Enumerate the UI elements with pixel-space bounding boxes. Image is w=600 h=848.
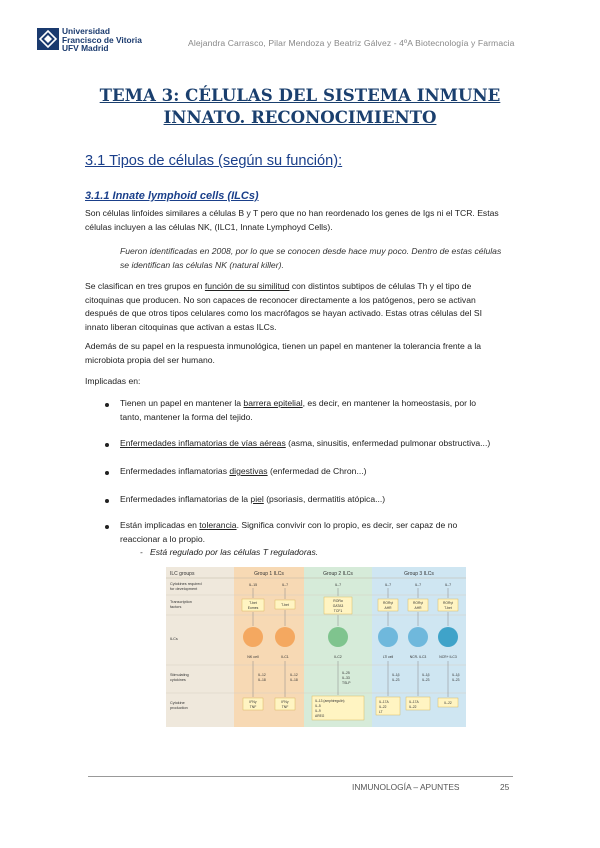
bullet-underlined: barrera epitelial: [243, 398, 303, 408]
stim-cytokine: IL-25: [342, 671, 350, 675]
para-text: Se clasifican en tres grupos en: [85, 281, 205, 291]
section-heading: 3.1 Tipos de células (según su función):: [85, 153, 343, 169]
logo-line: Universidad: [62, 26, 110, 36]
intro-paragraph: [85, 207, 515, 234]
row-label: for development: [170, 587, 198, 591]
ilc2-cell-icon: [328, 627, 348, 647]
produced-cytokine: TNF: [281, 705, 289, 709]
transcription-factor: T-bet: [444, 606, 452, 610]
header-authors: Alejandra Carrasco, Pilar Mendoza y Beatriz Gálvez - 4ºA Biotecnología y Farmacia: [188, 38, 515, 48]
bullet-text: Enfermedades inflamatorias: [120, 466, 230, 476]
transcription-factor: RORγt: [413, 601, 423, 605]
bullet-underlined: digestivas: [229, 466, 268, 476]
bullet-text: . Significa convivir con lo propio, es decir, ser capaz de no: [236, 520, 458, 530]
bullet-underlined: Enfermedades inflamatorias de vías aéreas: [120, 438, 286, 448]
transcription-factor: RORα: [333, 599, 343, 603]
quote-line: Fueron identificadas en 2008, por lo que se conocen desde hace muy poco. Dentro de estas células: [120, 246, 502, 256]
row-label: factors: [170, 605, 182, 609]
sub-bullet-text: Está regulado por las células T reguladoras.: [150, 547, 319, 557]
bullet-icon: [105, 499, 109, 503]
transcription-factor: T-bet: [281, 603, 289, 607]
intro-line: células incluyen a las células NK, (ILC1, Innate Lymphoyd Cells).: [85, 221, 333, 232]
stim-cytokine: IL-23: [422, 678, 430, 682]
bullet-text: Tienen un papel en mantener la: [120, 398, 244, 408]
dev-cytokine: IL-7: [281, 583, 289, 587]
title-line-1: TEMA 3: CÉLULAS DEL SISTEMA INMUNE: [99, 85, 501, 105]
row-label: Cytokines required: [170, 582, 202, 586]
page-number: 25: [500, 782, 510, 792]
bullet-text: Enfermedades inflamatorias de la: [120, 494, 251, 504]
bullet-icon: [105, 525, 109, 529]
logo-line: Francisco de Vitoria: [62, 34, 142, 45]
ilc1-cell-icon: [275, 627, 295, 647]
group-header: Group 1 ILCs: [254, 571, 284, 577]
para-underlined: función de su similitud: [204, 281, 290, 291]
produced-cytokine: TNF: [249, 705, 257, 709]
bullet-text: tanto, mantener la forma del tejido.: [120, 411, 253, 422]
bullet-text: (enfermedad de Chron...): [267, 466, 367, 476]
para-line: microbiota propia del ser humano.: [85, 354, 215, 365]
bullet-item: [120, 519, 516, 546]
transcription-factor: AHR: [414, 606, 422, 610]
classification-paragraph: [85, 280, 515, 334]
bullet-text: Están implicadas en: [120, 520, 200, 530]
bullet-item: [120, 493, 516, 507]
quote-line: se identifican las células NK (natural killer).: [120, 260, 284, 271]
cell-label: NK cell: [247, 655, 259, 659]
produced-cytokine: IL-17A: [379, 700, 389, 704]
implicadas-label: Implicadas en:: [85, 376, 141, 386]
figure-col-header: ILC groups: [170, 571, 195, 577]
row-label: Transcription: [170, 600, 192, 604]
stim-cytokine: IL-1β: [452, 673, 460, 677]
transcription-factor: T-bet: [249, 601, 257, 605]
produced-cytokine: IFNγ: [249, 700, 257, 704]
para-line: [85, 280, 515, 294]
bullet-underlined: piel: [250, 494, 264, 504]
bullet-text: reaccionar a lo propio.: [120, 533, 206, 544]
bullet-icon: [105, 403, 109, 407]
dev-cytokine: IL-7: [384, 583, 392, 587]
ncr-minus-ilc3-cell-icon: [408, 627, 428, 647]
produced-cytokine: LT: [379, 710, 383, 714]
produced-cytokine: IFNγ: [281, 700, 289, 704]
produced-cytokine: IL-22: [379, 705, 387, 709]
footer-label: INMUNOLOGÍA – APUNTES: [352, 782, 460, 792]
para-line: después de que otros tipos celulares como los macrófagos se hayan activado. Estas otras células del SI: [85, 308, 482, 319]
stim-cytokine: IL-1β: [422, 673, 430, 677]
transcription-factor: RORγt: [443, 601, 453, 605]
para-text: con distintos subtipos de células Th y el tipo de: [289, 281, 472, 291]
dev-cytokine: IL-7: [444, 583, 452, 587]
row-label: cytokines: [170, 678, 186, 682]
produced-cytokine: IL-22: [444, 701, 452, 705]
produced-cytokine: IL-13 (amphiregulin): [315, 699, 345, 703]
bullet-item: [120, 437, 516, 451]
stim-cytokine: TSLP: [342, 681, 351, 685]
row-label: ILCs: [170, 637, 178, 641]
dev-cytokine: IL-15: [248, 583, 258, 587]
para-line: Además de su papel en la respuesta inmunológica, tienen un papel en mantener la tolerancia frente a la: [85, 341, 482, 351]
bullet-icon: [105, 443, 109, 447]
dev-cytokine: IL-7: [414, 583, 422, 587]
transcription-factor: RORγt: [383, 601, 393, 605]
ncr-plus-ilc3-cell-icon: [438, 627, 458, 647]
transcription-factor: GATA3: [332, 604, 344, 608]
lti-cell-icon: [378, 627, 398, 647]
stim-cytokine: IL-18: [290, 678, 298, 682]
bullet-text: (asma, sinusitis, enfermedad pulmonar obstructiva...): [285, 438, 491, 448]
produced-cytokine: IL-22: [409, 705, 417, 709]
cell-label: ILC2: [334, 655, 342, 659]
tolerance-paragraph: [85, 340, 515, 367]
stim-cytokine: IL-12: [258, 673, 266, 677]
bullet-item: [120, 465, 516, 479]
ilc-groups-figure: [166, 567, 466, 727]
quote-block: [120, 244, 518, 273]
stim-cytokine: IL-23: [392, 678, 400, 682]
cell-label: LTi cell: [382, 655, 394, 659]
university-logo-icon: [37, 28, 59, 50]
transcription-factor: TCF1: [333, 609, 343, 613]
bullet-icon: [105, 471, 109, 475]
subsection-heading: 3.1.1 Innate lymphoid cells (ILCs): [85, 190, 259, 202]
footer-divider: [88, 776, 513, 777]
produced-cytokine: IL-17A: [409, 700, 419, 704]
produced-cytokine: AREG: [315, 714, 325, 718]
cell-label: NCR+ ILC3: [439, 655, 457, 659]
row-label: production: [170, 706, 188, 710]
transcription-factor: Eomes: [247, 606, 259, 610]
produced-cytokine: IL-5: [315, 704, 321, 708]
cell-label: NCR- ILC3: [409, 655, 427, 659]
cell-label: ILC1: [281, 655, 289, 659]
stim-cytokine: IL-1β: [392, 673, 400, 677]
nk-cell-icon: [243, 627, 263, 647]
ilc-groups-diagram: [166, 567, 466, 727]
row-label: Stimulating: [170, 673, 189, 677]
stim-cytokine: IL-12: [290, 673, 298, 677]
para-line: citoquinas que producen. No son capaces de reconocer directamente a los patógenos, pero se activan: [85, 294, 476, 305]
row-label: Cytokine: [170, 701, 185, 705]
stim-cytokine: IL-18: [258, 678, 266, 682]
bullet-underlined: tolerancia: [199, 520, 237, 530]
sub-bullet-dash: -: [140, 548, 143, 557]
stim-cytokine: IL-23: [452, 678, 460, 682]
bullet-text: (psoriasis, dermatitis atópica...): [263, 494, 386, 504]
group-header: Group 2 ILCs: [323, 571, 353, 577]
page-title: [60, 84, 540, 128]
logo-line: UFV Madrid: [62, 43, 109, 54]
transcription-factor: AHR: [384, 606, 392, 610]
para-line: innato liberan citoquinas que activan a estas ILCs.: [85, 321, 277, 332]
bullet-text: , es decir, en mantener la homeostasis, por lo: [302, 398, 477, 408]
university-logo-text: [62, 27, 142, 53]
group-header: Group 3 ILCs: [404, 571, 434, 577]
produced-cytokine: IL-9: [315, 709, 321, 713]
title-line-2: INNATO. RECONOCIMIENTO: [163, 107, 437, 127]
bullet-item: [120, 397, 516, 424]
dev-cytokine: IL-7: [334, 583, 342, 587]
stim-cytokine: IL-33: [342, 676, 350, 680]
intro-line: Son células linfoides similares a células B y T pero que no han reordenado los genes de Igs ni el TCR. Estas: [85, 208, 499, 218]
